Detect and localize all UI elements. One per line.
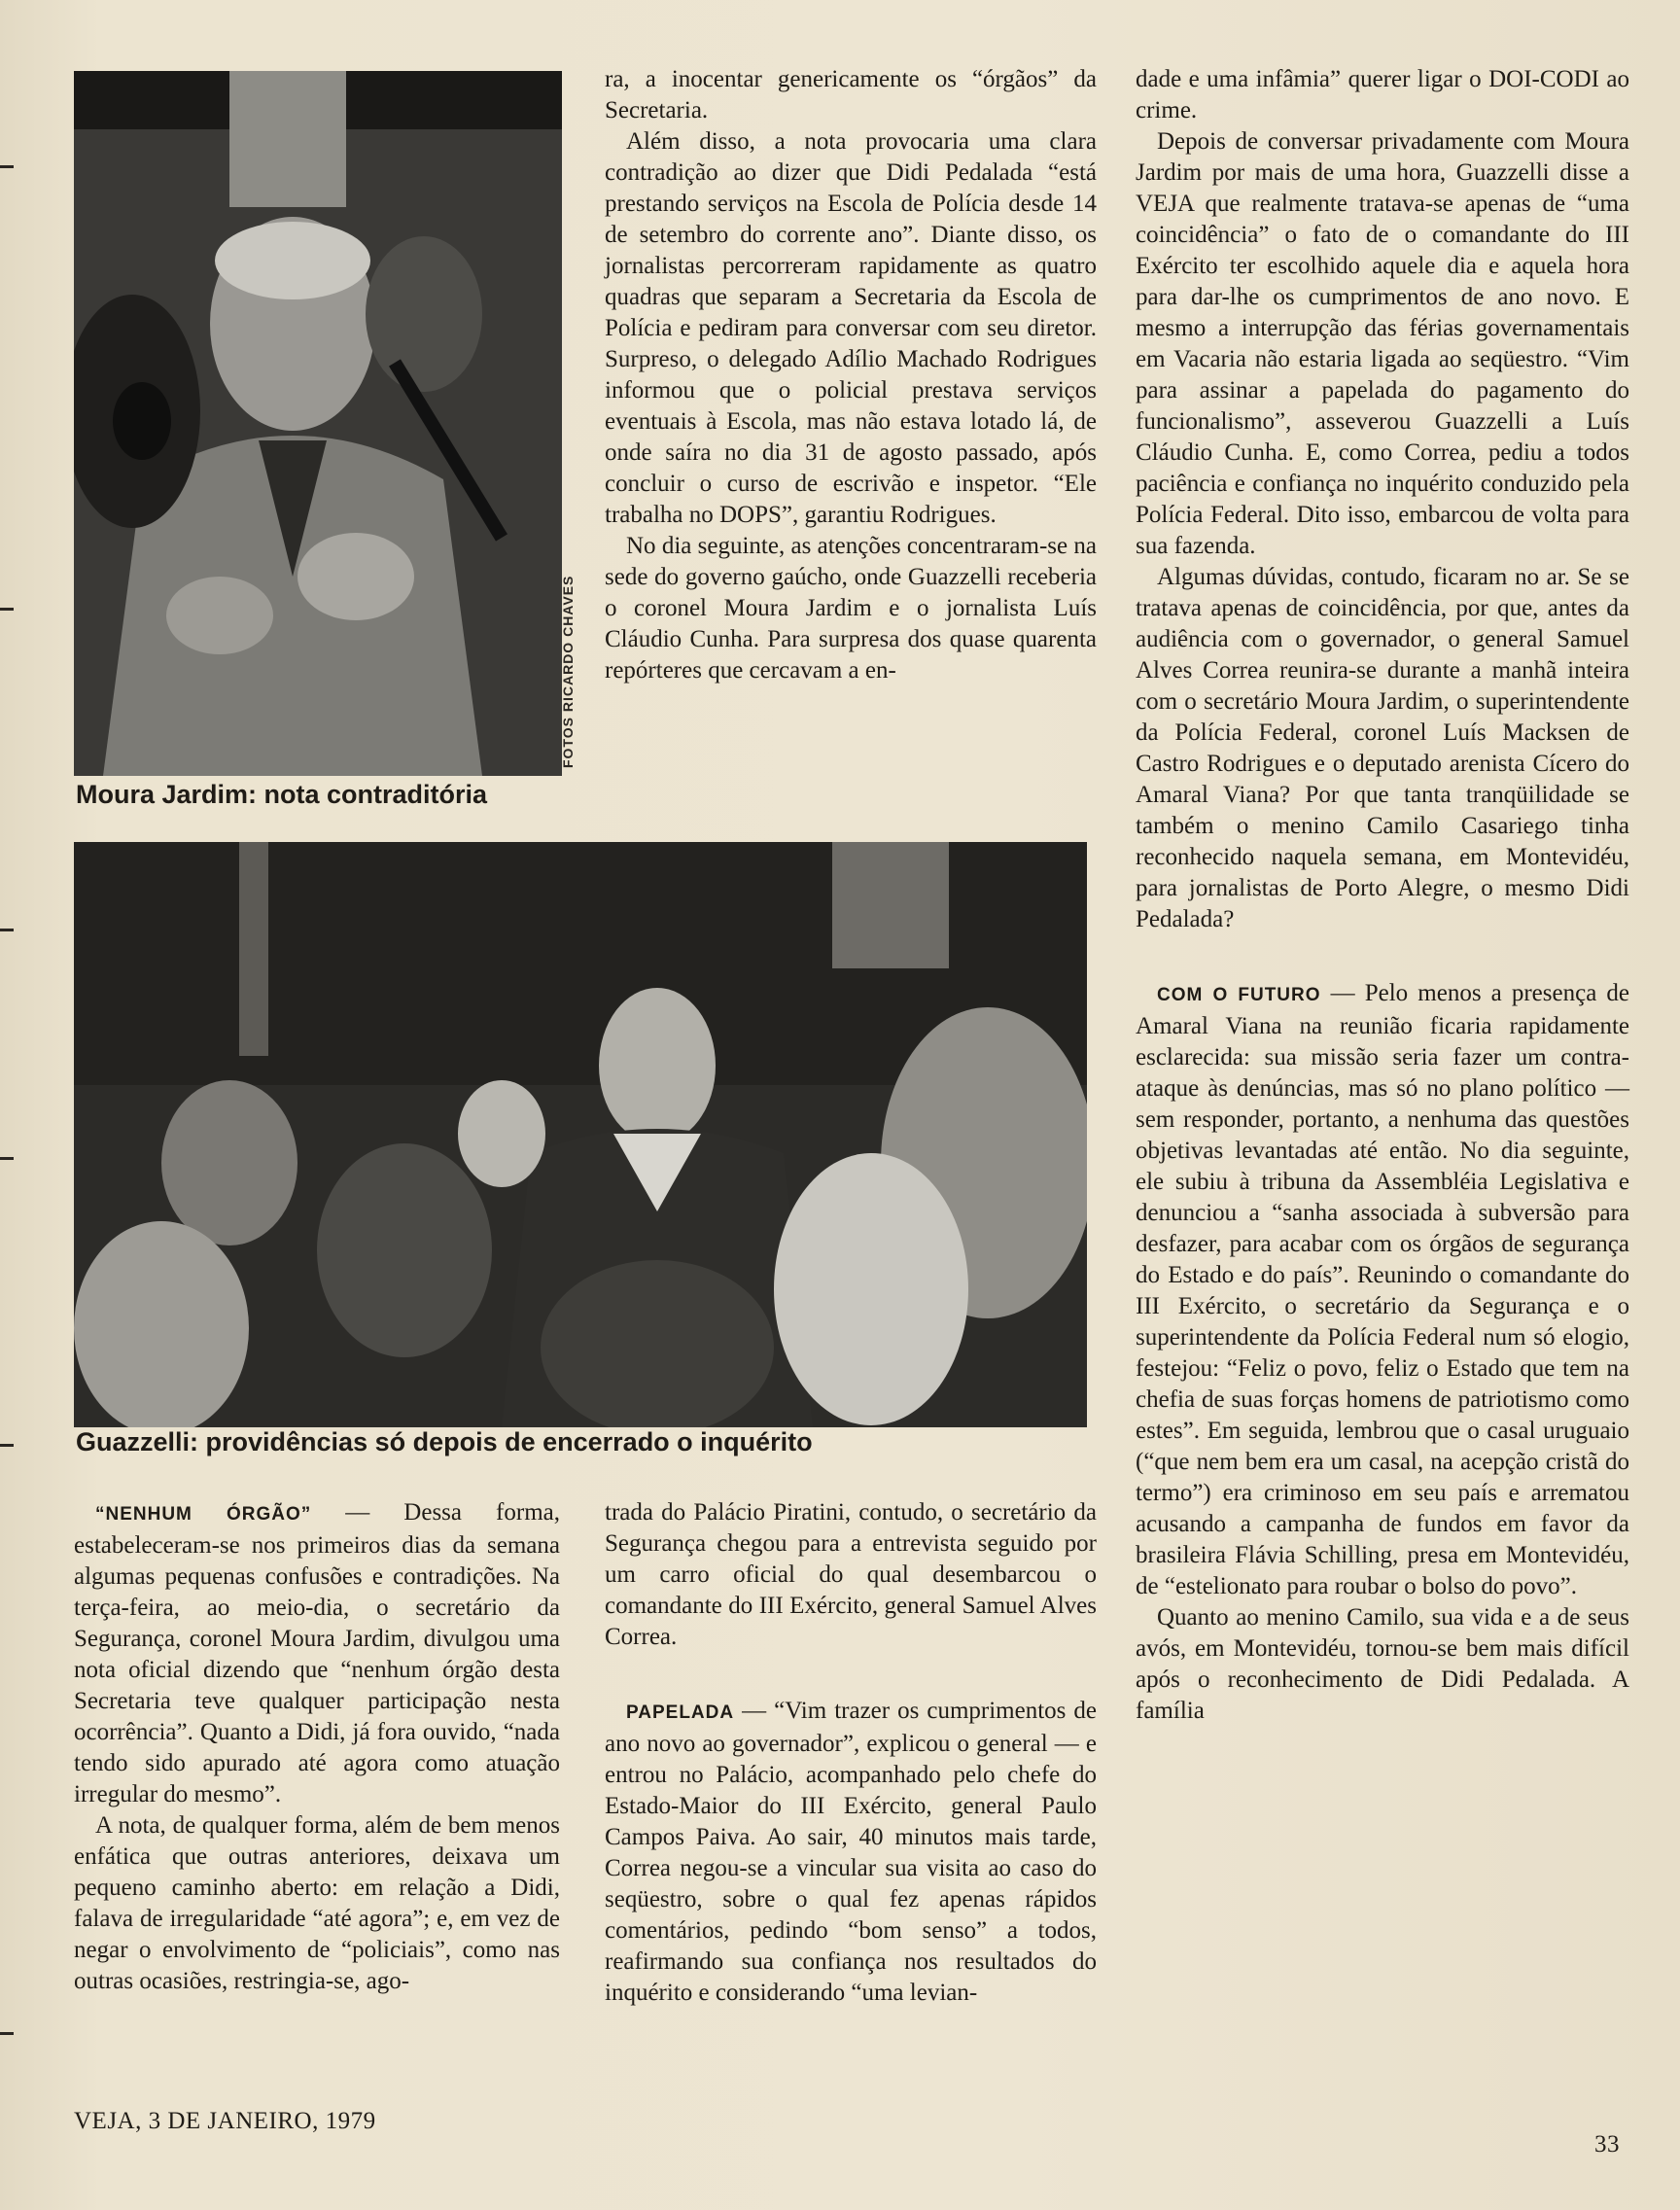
paragraph: Depois de conversar privadamente com Moura Jardim por mais de uma hora, Guazzelli disse a VEJA que realmente tratava-se apenas de “uma coincidência” o fato de o comandante do III Exército ter escolhido aquele dia e aquela hora para dar-lhe os cumprimentos de ano novo. E mesmo a interrupção das férias governamentais em Vacaria não estaria ligada ao seqüestro. “Vim para assinar a papelada do pagamento do funcionalismo”, asseverou Guazzelli a Luís Cláudio Cunha. E, como Correa, pediu a todos paciência e confiança no inquérito conduzido pela Polícia Federal. Dito isso, embarcou de volta para sua fazenda. [1136,128,1629,559]
section-lead: PAPELADA [626,1702,735,1723]
paragraph: Além disso, a nota provocaria uma clara contradição ao dizer que Didi Pedalada “está prestando serviços na Escola de Polícia desde 14 de setembro do corrente ano”. Diante disso, os jornalistas percorreram rapidamente as quatro quadras que separam a Secretaria da Escola de Polícia e pediram para conversar com seu diretor. Surpreso, o delegado Adílio Machado Rodrigues informou que o policial prestava serviços eventuais à Escola, mas não estava lotado lá, de onde saíra no dia 31 de agosto passado, após concluir o curso de escrivão e inspetor. “Ele trabalha no DOPS”, garantiu Rodrigues. [605,128,1097,528]
photo-guazzelli [74,842,1087,1427]
paragraph: No dia seguinte, as atenções concentraram-se na sede do governo gaúcho, onde Guazzelli receberia o coronel Moura Jardim e o jornalista Luís Cláudio Cunha. Para surpresa dos quase quarenta repórteres que cercavam a en- [605,533,1097,684]
photo-credit: FOTOS RICARDO CHAVES [560,575,576,768]
photo-caption-middle: Guazzelli: providências só depois de encerrado o inquérito [76,1427,813,1456]
article-column-bottom-left [74,1497,560,1997]
paragraph: Quanto ao menino Camilo, sua vida e a de seus avós, em Montevidéu, tornou-se bem mais difícil após o reconhecimento de Didi Pedalada. A família [1136,1604,1629,1724]
binding-mark [0,165,14,168]
paragraph-body: — Pelo menos a presença de Amaral Viana na reunião ficaria rapidamente esclarecida: sua missão seria fazer um contra-ataque às denúncias, mas só no plano político — sem responder, portanto, a nenhuma das questões objetivas levantadas até então. No dia seguinte, ele subiu à tribuna da Assembléia Legislativa e denunciou a “sanha associada à subversão para desfazer, para acabar com os órgãos de segurança do Estado e do país”. Reunindo o comandante do III Exército, o secretário da Segurança e o superintendente da Polícia Federal num só elogio, festejou: “Feliz o povo, feliz o Estado que tem na chefia de suas forças homens de patriotismo como estes”. Em seguida, lembrou que o casal uruguaio (“que nem bem era um casal, na acepção cristã do termo”) era criminoso em seu país e arrematou acusando a campanha de fundos em favor da brasileira Flávia Schilling, presa em Montevidéu, de “estelionato para roubar o bolso do povo”. [1136,980,1629,1599]
section-lead: COM O FUTURO [1157,985,1321,1005]
photo-caption-top: Moura Jardim: nota contraditória [76,780,488,809]
article-column-right [1136,64,1629,1727]
paragraph-section-com-o-futuro [1136,978,1629,1602]
page-number: 33 [1594,2131,1620,2157]
binding-mark [0,608,14,611]
article-column-top-middle [605,64,1097,686]
paragraph: ra, a inocentar genericamente os “órgãos” da Secretaria. [605,66,1097,123]
paragraph: A nota, de qualquer forma, além de bem menos enfática que outras anteriores, deixava um pequeno caminho aberto: em relação a Didi, falava de irregularidade “até agora”; e, em vez de negar o envolvimento de “policiais”, como nas outras ocasiões, restringia-se, ago- [74,1812,560,1994]
photo-moura-jardim-image [74,71,562,776]
photo-guazzelli-image [74,842,1087,1427]
paragraph: Algumas dúvidas, contudo, ficaram no ar. Se se tratava apenas de coincidência, por que, antes da audiência com o governador, o general Samuel Alves Correa reunira-se durante a manhã inteira com o secretário Moura Jardim, o superintendente da Polícia Federal, coronel Luís Macksen de Castro Rodrigues e o deputado arenista Cícero do Amaral Viana? Por que tanta tranqüilidade se também o menino Camilo Casariego tinha reconhecido naquela semana, em Montevidéu, para jornalistas de Porto Alegre, o mesmo Didi Pedalada? [1136,564,1629,932]
paragraph: trada do Palácio Piratini, contudo, o secretário da Segurança chegou para a entrevista seguido por um carro oficial do qual desembarcou o comandante do III Exército, general Samuel Alves Correa. [605,1499,1097,1650]
paragraph-section-nenhum-orgao [74,1497,560,1810]
section-lead: “NENHUM ÓRGÃO” [95,1504,312,1525]
photo-moura-jardim [74,71,562,776]
paragraph-body: — Dessa forma, estabeleceram-se nos primeiros dias da semana algumas pequenas confusões e contradições. Na terça-feira, ao meio-dia, o secretário da Segurança, coronel Moura Jardim, divulgou uma nota oficial dizendo que “nenhum órgão desta Secretaria teve qualquer participação nesta ocorrência”. Quanto a Didi, já fora ouvido, “nada tendo sido apurado até agora como atuação irregular do mesmo”. [74,1499,560,1807]
footer-issue-date: VEJA, 3 DE JANEIRO, 1979 [74,2108,376,2134]
paragraph-body: — “Vim trazer os cumprimentos de ano novo ao governador”, explicou o general — e entrou no Palácio, acompanhado pelo chefe do Estado-Maior do III Exército, general Paulo Campos Paiva. Ao sair, 40 minutos mais tarde, Correa negou-se a vincular sua visita ao caso do seqüestro, sobre o qual fez apenas rápidos comentários, pedindo “bom senso” a todos, reafirmando sua confiança nos resultados do inquérito e considerando “uma levian- [605,1698,1097,2006]
binding-mark [0,1157,14,1160]
binding-mark [0,929,14,931]
article-column-bottom-middle [605,1497,1097,2009]
binding-mark [0,1444,14,1447]
paragraph: dade e uma infâmia” querer ligar o DOI-CODI ao crime. [1136,66,1629,123]
binding-mark [0,2032,14,2035]
paragraph-section-papelada [605,1696,1097,2009]
